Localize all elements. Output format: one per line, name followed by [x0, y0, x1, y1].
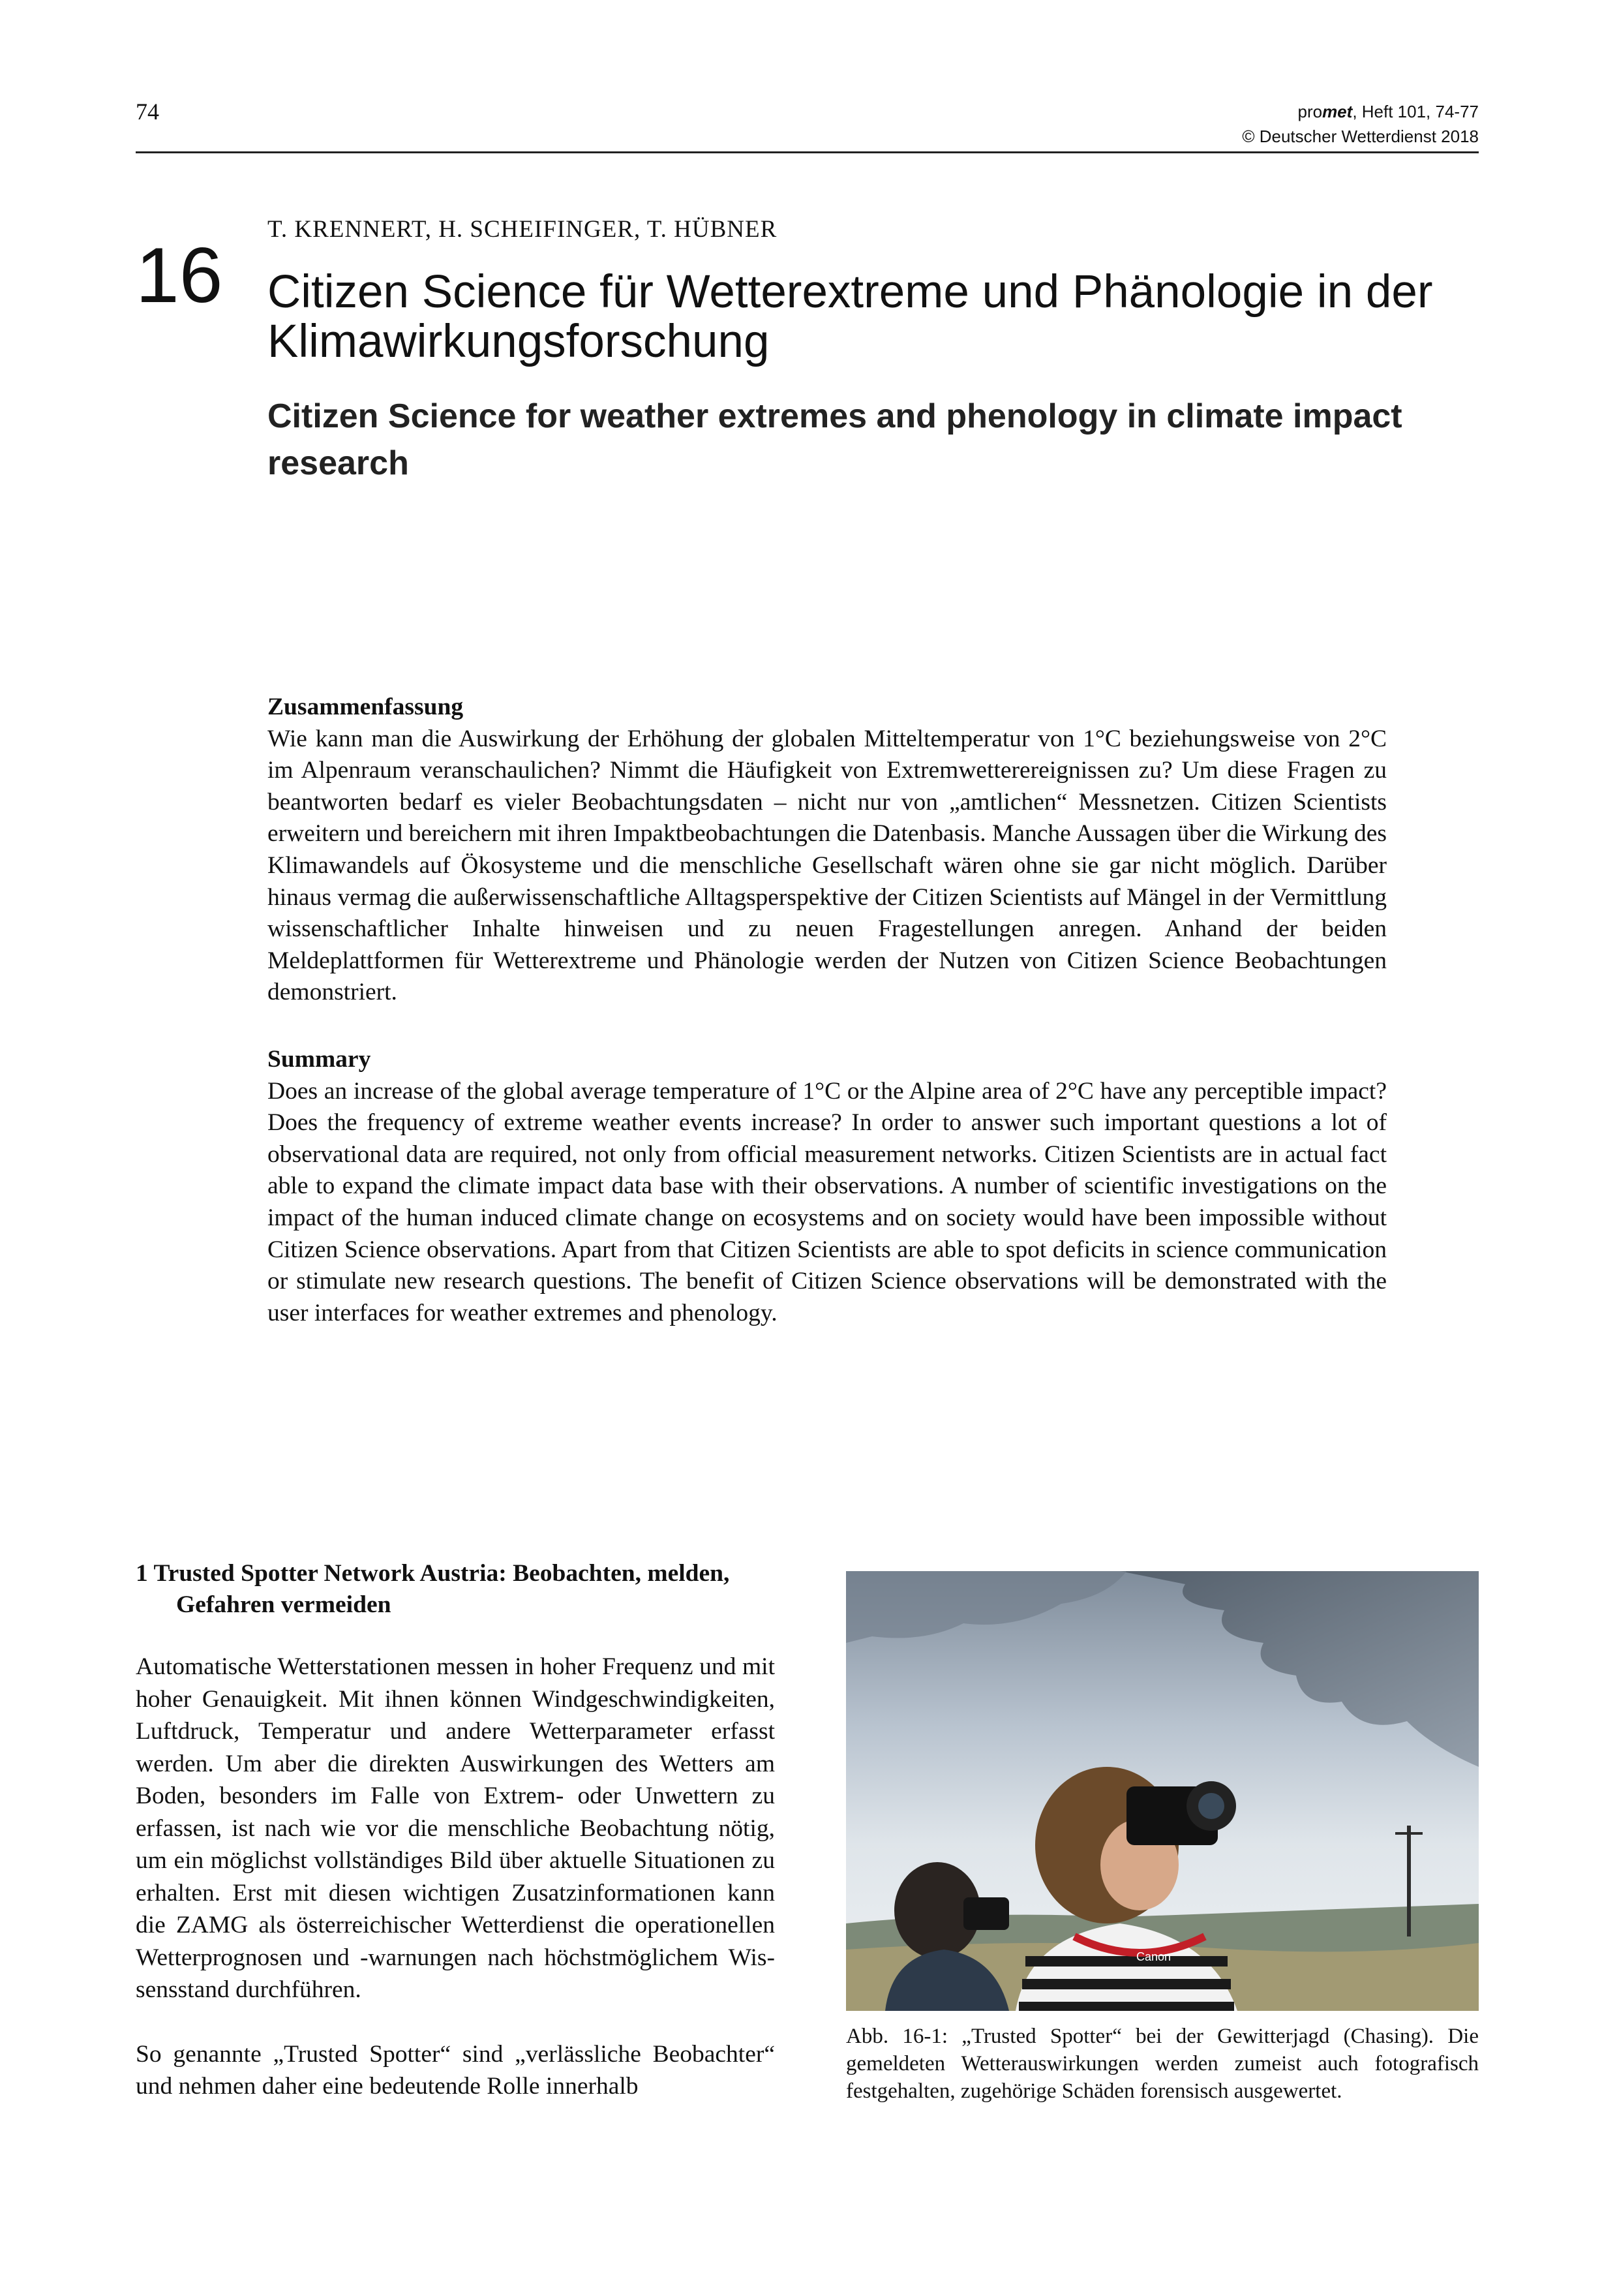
article-title-english: Citizen Science for weather extremes and phenology in climate impact research [267, 397, 1402, 482]
section-heading: 1 Trusted Spotter Network Austria: Beobachten, melden, Gefahren vermeiden [136, 1560, 730, 1618]
article-title-german: Citizen Science für Wetterextreme und Phänologie in der Klimawirkungsforschung [267, 266, 1433, 367]
journal-name-emphasis: met [1322, 102, 1353, 121]
body-paragraph: So genannte „Trusted Spotter“ sind „verlässliche Beobachter“ und nehmen daher eine bedeutende Rolle innerhalb [136, 2040, 775, 2100]
abstract-english-heading: Summary [267, 1046, 371, 1073]
camera-strap-brand: Canon [1136, 1950, 1171, 1963]
abstract-german [267, 692, 1387, 1009]
header-divider [136, 151, 1479, 153]
journal-issue: , Heft 101, 74-77 [1352, 102, 1479, 121]
body-paragraph: Automatische Wetterstationen messen in hoher Frequenz und mit hoher Genauigkeit. Mit ihnen können Windgeschwindigkeiten, Luftdruck, Temperatur und andere Wetterparameter erfasst werden. Um aber die direkten Auswirkungen des Wetters am Boden, besonders im Falle von Extrem- oder Unwettern zu erfassen, ist nach wie vor die menschliche Beobachtung nötig, um ein möglichst vollständiges Bild über aktuelle Situationen zu erhalten. Erst mit diesen wichtigen Zusatzinformationen kann die ZAMG als österreichischer Wetterdienst die operationellen Wetterprognosen und -warnungen nach höchstmöglichem Wissensstand durchführen. [136, 1653, 775, 2003]
figure-photo [846, 1571, 1479, 2011]
body-text-column [136, 1651, 775, 2135]
chapter-number: 16 [136, 232, 223, 319]
abstract-english-text: Does an increase of the global average temperature of 1°C or the Alpine area of 2°C have any perceptible impact? Does the frequency of extreme weather events increase? In order to answer such important questions a lot of observational data are required, not only from official measurement networks. Citizen Scientists are in actual fact able to expand the climate impact data base with their observations. A number of scientific investigations on the impact of the human induced climate change on ecosystems and on society would have been impossible without Citizen Science observations. Apart from that Citizen Scientists are able to spot deficits in science communication or stimulate new research questions. The benefit of Citizen Science observations will be demonstrated with the user interfaces for weather extremes and phenology. [267, 1077, 1387, 1326]
copyright-notice: © Deutscher Wetterdienst 2018 [1242, 127, 1479, 146]
abstract-english [267, 1044, 1387, 1329]
journal-reference [1242, 99, 1479, 149]
abstract-german-text: Wie kann man die Auswirkung der Erhöhung der globalen Mitteltemperatur von 1°C beziehungsweise von 2°C im Alpenraum veranschaulichen? Nimmt die Häufigkeit von Extremwetterereignissen zu? Um diese Fragen zu beantworten bedarf es vieler Beobachtungsdaten – nicht nur von „amtlichen“ Messnetzen. Citizen Scientists erweitern und bereichern mit ihren Impaktbeobachtungen die Datenbasis. Manche Aussagen über die Wirkung des Klimawandels auf Ökosysteme und die menschliche Gesellschaft wären ohne sie gar nicht möglich. Darüber hinaus vermag die außerwissenschaftliche Alltagsperspektive der Citizen Scientists auf Mängel in der Vermittlung wissenschaftlicher Inhalte hinweisen und zu neuen Fragestellungen anregen. Anhand der beiden Meldeplattformen für Wetterextreme und Phänologie werden der Nutzen von Citizen Science Beobachtungen demonstriert. [267, 725, 1387, 1006]
abstract-german-heading: Zusammenfassung [267, 694, 464, 720]
storm-chasers-photo-illustration [846, 1571, 1479, 2011]
figure-caption: Abb. 16-1: „Trusted Spotter“ bei der Gewitterjagd (Chasing). Die gemeldeten Wetterauswirkungen werden zumeist auch fotografisch festgehalten, zugehörige Schäden forensisch ausgewertet. [846, 2025, 1479, 2103]
journal-name-prefix: pro [1297, 102, 1323, 121]
page-number: 74 [136, 99, 159, 125]
journal-issue-line [1242, 99, 1479, 124]
author-list: T. KRENNERT, H. SCHEIFINGER, T. HÜBNER [267, 216, 778, 243]
